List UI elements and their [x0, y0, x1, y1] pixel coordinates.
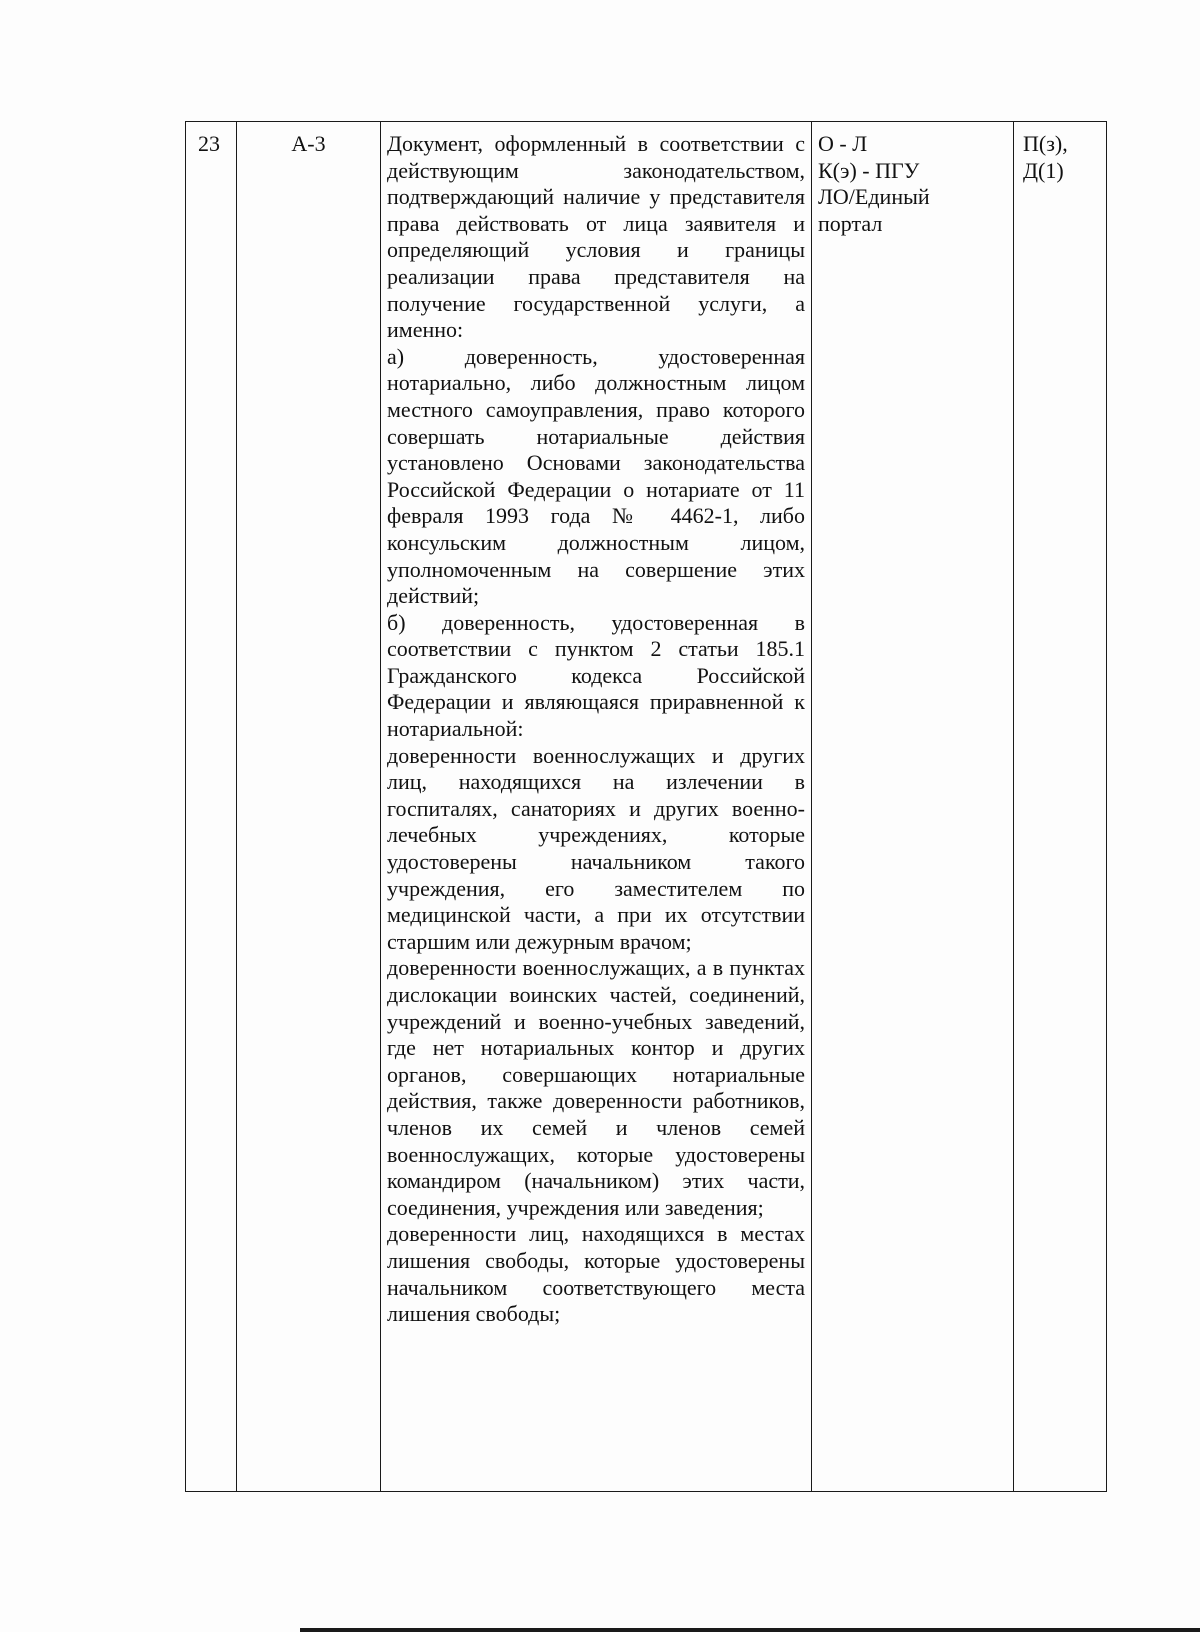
receipt-method-line: О - Л [818, 131, 868, 156]
description-paragraph: доверенности лиц, находящихся в местах лишения свободы, которые удостоверены начальником соответствующего места лишения свободы; [387, 1221, 805, 1327]
receipt-method-line: ЛО/Единый [818, 184, 930, 210]
description-cell [381, 122, 812, 1492]
receipt-method-line: К(э) - ПГУ [818, 157, 920, 183]
result-cell [1014, 122, 1107, 1492]
description-paragraph: Документ, оформленный в соответствии с действующим законодательством, подтверждающий наличие у представителя права действовать от лица заявителя и определяющий условия и границы реализации права представителя на получение государственной услуги, а именно: [387, 131, 805, 343]
description-paragraph: б) доверенность, удостоверенная в соответствии с пунктом 2 статьи 185.1 Гражданского кодекса Российской Федерации и являющаяся приравненной к нотариальной: [387, 609, 805, 742]
row-code: А-3 [291, 131, 326, 156]
result-line: П(з), [1023, 131, 1068, 156]
description-paragraph: доверенности военнослужащих, а в пунктах дислокации воинских частей, соединений, учреждений и военно-учебных заведений, где нет нотариальных контор и других органов, совершающих нотариальные действия, также доверенности работников, членов их семей и членов семей военнослужащих, которые удостоверены командиром (начальником) этих части, соединения, учреждения или заведения; [387, 955, 805, 1220]
receipt-method-line: портал [818, 210, 883, 236]
row-number: 23 [198, 131, 220, 156]
row-code-cell [237, 122, 381, 1492]
receipt-method-cell [812, 122, 1014, 1492]
description-paragraph: доверенности военнослужащих и других лиц, находящихся на излечении в госпиталях, санаториях и других военно-лечебных учреждениях, которые удостоверены начальником такого учреждения, его заместителем по медицинской части, а при их отсутствии старшим или дежурным врачом; [387, 742, 805, 954]
document-table [185, 121, 1107, 1492]
scan-edge-line [300, 1628, 1200, 1632]
row-number-cell [186, 122, 237, 1492]
description-paragraph: а) доверенность, удостоверенная нотариально, либо должностным лицом местного самоуправления, право которого совершать нотариальные действия установлено Основами законодательства Российской Федерации о нотариате от 11 февраля 1993 года № 4462-1, либо консульским должностным лицом, уполномоченным на совершение этих действий; [387, 343, 805, 609]
table-row [186, 122, 1107, 1492]
result-line: Д(1) [1023, 157, 1064, 183]
